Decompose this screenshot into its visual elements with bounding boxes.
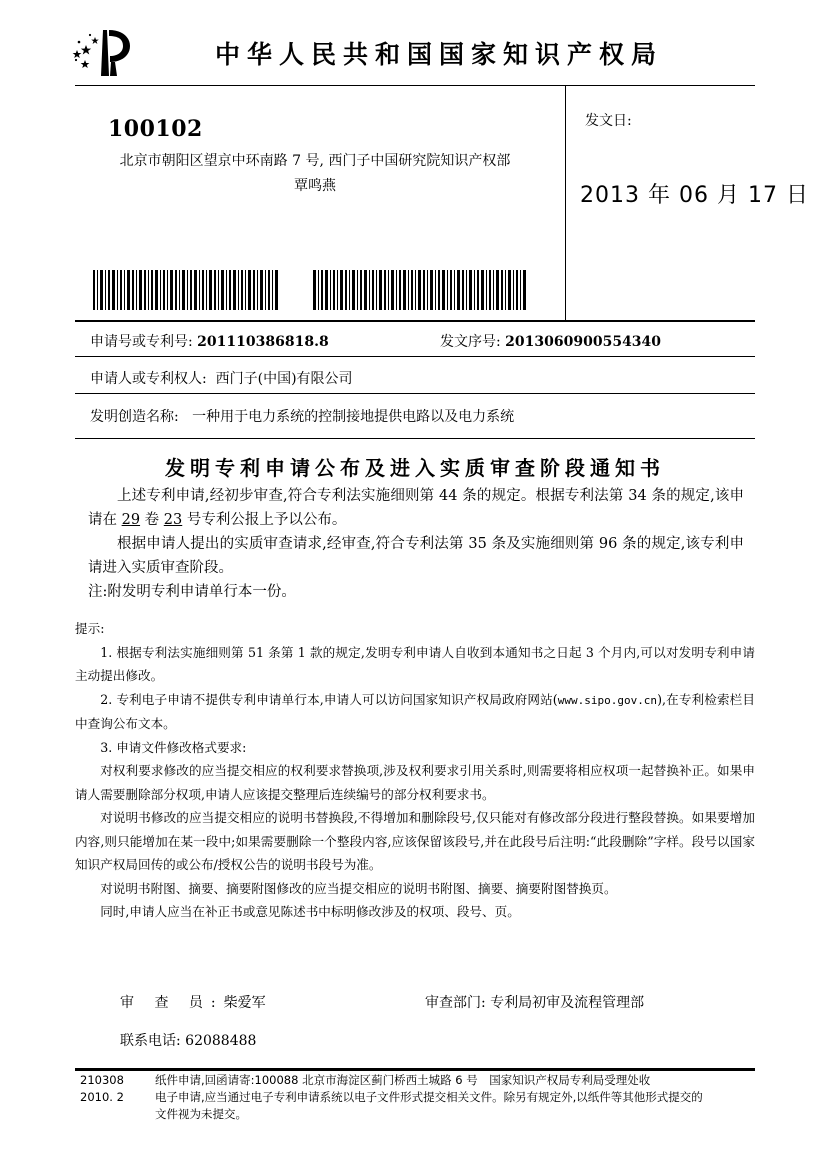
document-body bbox=[88, 484, 744, 604]
notes-section bbox=[75, 617, 755, 924]
note-item-2 bbox=[75, 688, 755, 736]
footer-text bbox=[155, 1072, 755, 1123]
body-p1-part-a: 上述专利申请,经初步审查,符合专利法实施细则第 44 条的规定。根据专利法第 34 条的规定,该申请在 bbox=[88, 488, 744, 528]
invention-title-row bbox=[90, 406, 514, 426]
department-name: 专利局初审及流程管理部 bbox=[490, 995, 645, 1011]
phone-value: 62088488 bbox=[185, 1033, 257, 1049]
form-version: 2010. 2 bbox=[80, 1090, 124, 1104]
publication-issue: 23 bbox=[163, 512, 183, 528]
dispatch-date-value: 2013 年 06 月 17 日 bbox=[580, 183, 809, 208]
footer-line-1: 纸件申请,回函请寄:100088 北京市海淀区蓟门桥西土城路 6 号 国家知识产权局专利局受理处收 bbox=[155, 1073, 651, 1087]
note-2-part-a: 2. 专利电子申请不提供专利申请单行本,申请人可以访问国家知识产权局政府网站( bbox=[100, 691, 558, 707]
rule-above-appno bbox=[75, 320, 755, 322]
rule-masthead bbox=[75, 85, 755, 86]
application-number-value: 201110386818.8 bbox=[197, 334, 329, 350]
postal-code: 100102 bbox=[108, 116, 203, 142]
barcode-icon-application bbox=[92, 270, 280, 310]
form-code: 210308 bbox=[80, 1073, 124, 1087]
rule-below-invention bbox=[75, 438, 755, 439]
barcode-icon-dispatch bbox=[312, 270, 530, 310]
applicant-value: 西门子(中国)有限公司 bbox=[215, 371, 353, 387]
rule-above-applicant bbox=[75, 356, 755, 357]
recipient-address: 北京市朝阳区望京中环南路 7 号, 西门子中国研究院知识产权部 bbox=[119, 153, 511, 169]
sipo-website-url: www.sipo.gov.cn bbox=[557, 693, 658, 707]
body-p1-part-c: 号专利公报上予以公布。 bbox=[182, 512, 347, 528]
footer bbox=[75, 1072, 765, 1123]
office-name: 中华人民共和国国家知识产权局 bbox=[214, 40, 663, 69]
examiner-row bbox=[120, 992, 266, 1012]
invention-title-value: 一种用于电力系统的控制接地提供电路以及电力系统 bbox=[192, 409, 515, 425]
phone-label: 联系电话: bbox=[120, 1033, 181, 1049]
page-title: 发明专利申请公布及进入实质审查阶段通知书 bbox=[165, 456, 665, 480]
body-paragraph-3: 注:附发明专利申请单行本一份。 bbox=[88, 584, 296, 600]
footer-line-3: 文件视为未提交。 bbox=[155, 1107, 247, 1121]
publication-volume: 29 bbox=[121, 512, 141, 528]
body-p1-part-b: 卷 bbox=[140, 512, 164, 528]
note-item-3-heading: 3. 申请文件修改格式要求: bbox=[100, 739, 247, 755]
footer-line-2: 电子申请,应当通过电子专利申请系统以电子文件形式提交相关文件。除另有规定外,以纸件等其他形式提交的 bbox=[155, 1090, 703, 1104]
body-paragraph-1 bbox=[88, 484, 744, 532]
masthead bbox=[70, 22, 756, 84]
department-row bbox=[425, 992, 644, 1012]
body-paragraph-2: 根据申请人提出的实质审查请求,经审查,符合专利法第 35 条及实施细则第 96 条的规定,该专利申请进入实质审查阶段。 bbox=[88, 536, 744, 576]
notes-heading: 提示: bbox=[75, 621, 105, 636]
note-item-3-paragraph-2: 对说明书修改的应当提交相应的说明书替换段,不得增加和删除段号,仅只能对有修改部分段进行整段替换。如果要增加内容,则只能增加在某一段中;如果需要删除一个整段内容,应该保留该段号,并在此段号后注明:“此段删除”字样。段号以国家知识产权局回传的或公布/授权公告的说明书段号为准。 bbox=[75, 810, 755, 872]
recipient-contact-person: 覃鸣燕 bbox=[294, 178, 336, 194]
note-2-part-b: ),在专利检索栏目中查询公布文本。 bbox=[75, 691, 755, 731]
examiner-label: 审 查 员: bbox=[120, 995, 224, 1011]
note-item-3-paragraph-4: 同时,申请人应当在补正书或意见陈述书中标明修改涉及的权项、段号、页。 bbox=[100, 904, 520, 919]
application-number-row bbox=[90, 331, 329, 351]
invention-title-label: 发明创造名称: bbox=[90, 409, 179, 425]
rule-vertical-date-divider bbox=[565, 86, 566, 320]
applicant-label: 申请人或专利权人: bbox=[90, 371, 207, 387]
department-label: 审查部门: bbox=[425, 995, 486, 1011]
dispatch-serial-label: 发文序号: bbox=[440, 334, 501, 350]
rule-above-invention bbox=[75, 393, 755, 394]
examiner-name: 柴爱军 bbox=[223, 995, 266, 1011]
sipo-emblem-icon bbox=[70, 24, 136, 82]
dispatch-date-label: 发文日: bbox=[585, 113, 632, 129]
dispatch-serial-row bbox=[440, 331, 661, 351]
application-number-label: 申请号或专利号: bbox=[90, 334, 193, 350]
applicant-row bbox=[90, 368, 353, 388]
phone-row bbox=[120, 1030, 256, 1050]
rule-footer bbox=[75, 1068, 755, 1071]
note-item-3-paragraph-1: 对权利要求修改的应当提交相应的权利要求替换项,涉及权利要求引用关系时,则需要将相应权项一起替换补正。如果申请人需要删除部分权项,申请人应该提交整理后连续编号的部分权利要求书。 bbox=[75, 763, 755, 802]
footer-form-codes bbox=[80, 1072, 150, 1106]
note-item-1: 1. 根据专利法实施细则第 51 条第 1 款的规定,发明专利申请人自收到本通知书之日起 3 个月内,可以对发明专利申请主动提出修改。 bbox=[75, 644, 755, 683]
note-item-3-paragraph-3: 对说明书附图、摘要、摘要附图修改的应当提交相应的说明书附图、摘要、摘要附图替换页。 bbox=[100, 880, 617, 896]
dispatch-serial-value: 2013060900554340 bbox=[505, 334, 662, 350]
